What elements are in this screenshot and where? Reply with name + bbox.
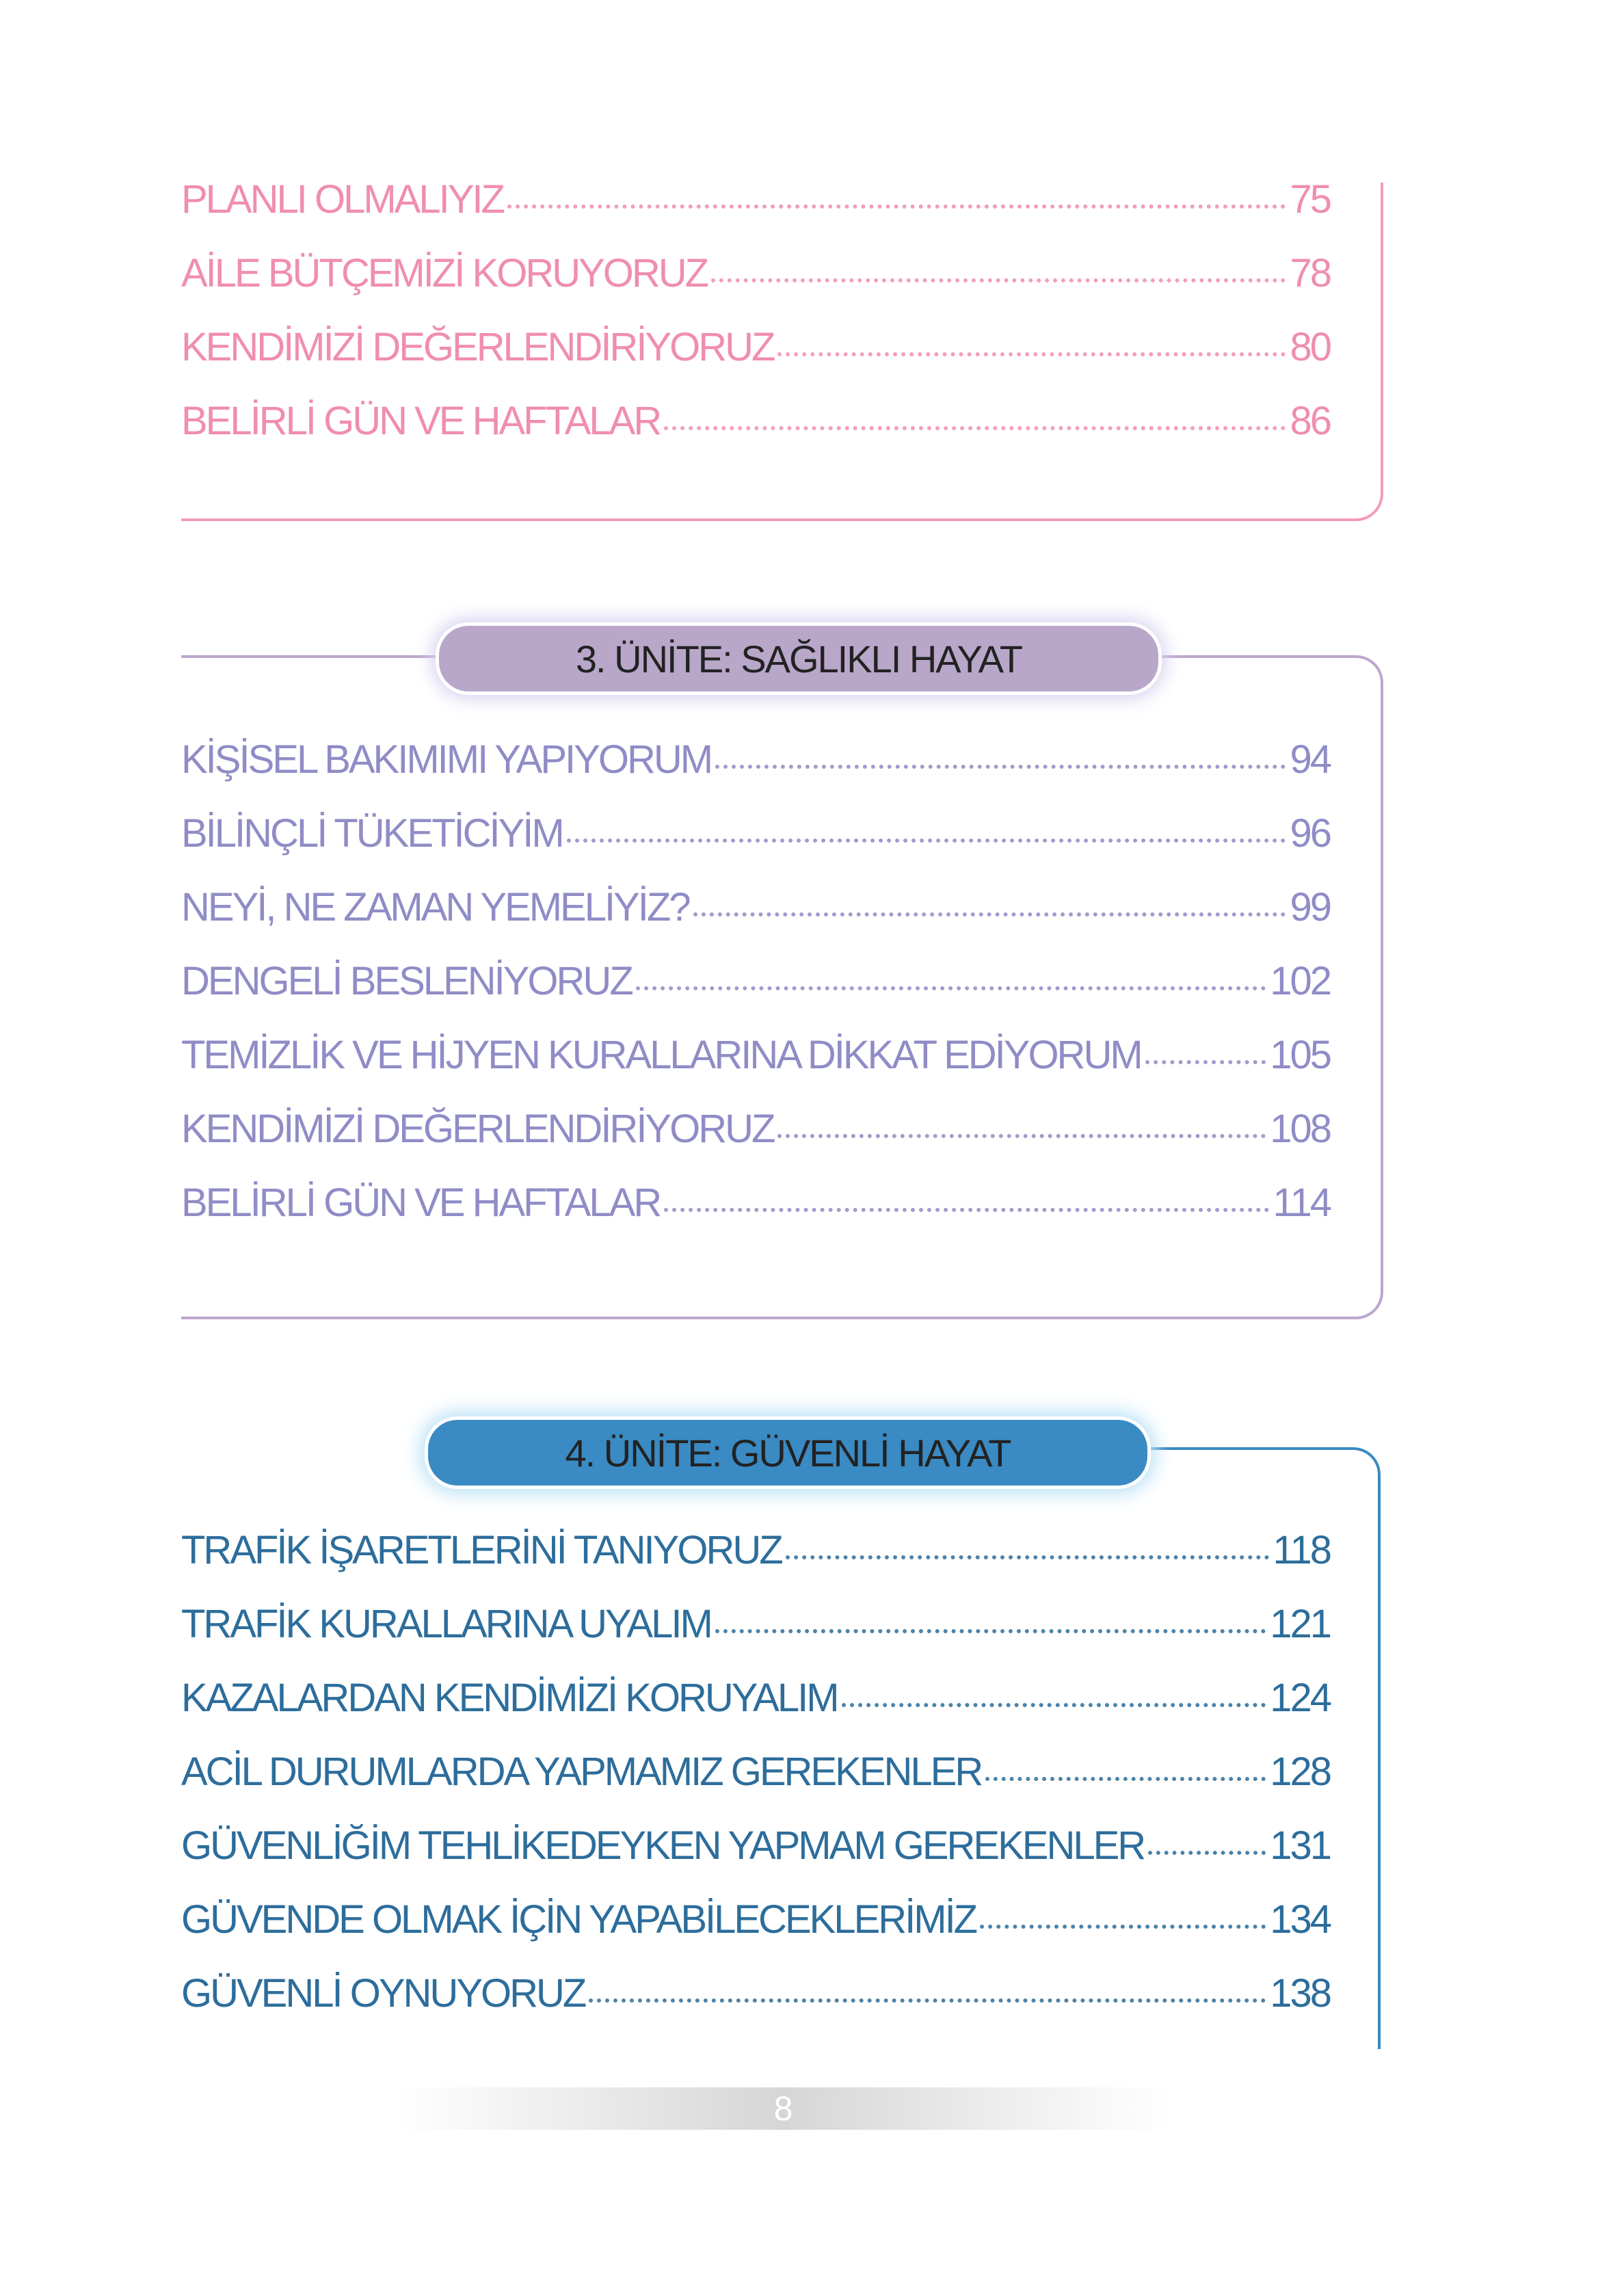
unit-4-heading: 4. ÜNİTE: GÜVENLİ HAYAT: [425, 1416, 1151, 1489]
unit-3-heading: 3. ÜNİTE: SAĞLIKLI HAYAT: [436, 622, 1162, 695]
toc-entry-title: KAZALARDAN KENDİMİZİ KORUYALIM: [181, 1676, 838, 1720]
page-number-bar: [399, 2087, 1168, 2130]
toc-list-unit-4: [181, 1527, 1330, 2044]
toc-entry[interactable]: [181, 1823, 1330, 1897]
toc-entry-title: PLANLI OLMALIYIZ: [181, 177, 503, 222]
toc-entry[interactable]: [181, 176, 1330, 250]
dot-leader: [589, 1998, 1266, 2003]
toc-entry-page: 121: [1270, 1602, 1330, 1646]
toc-entry-page: 114: [1273, 1180, 1330, 1225]
toc-entry[interactable]: [181, 1601, 1330, 1675]
toc-entry-title: ACİL DURUMLARDA YAPMAMIZ GEREKENLER: [181, 1750, 982, 1794]
dot-leader: [777, 352, 1286, 356]
dot-leader: [636, 986, 1266, 990]
toc-entry-title: TRAFİK KURALLARINA UYALIM: [181, 1602, 711, 1646]
toc-entry-page: 105: [1270, 1033, 1330, 1077]
dot-leader: [786, 1555, 1269, 1559]
toc-entry-page: 99: [1290, 885, 1330, 929]
toc-entry-title: BİLİNÇLİ TÜKETİCİYİM: [181, 811, 563, 856]
toc-entry-title: TEMİZLİK VE HİJYEN KURALLARINA DİKKAT EDİYORUM: [181, 1033, 1141, 1077]
dot-leader: [664, 426, 1286, 430]
toc-entry-title: TRAFİK İŞARETLERİNİ TANIYORUZ: [181, 1528, 782, 1572]
toc-entry[interactable]: [181, 810, 1330, 884]
toc-entry-title: NEYİ, NE ZAMAN YEMELİYİZ?: [181, 885, 689, 929]
toc-entry[interactable]: [181, 1180, 1330, 1254]
toc-entry-title: KENDİMİZİ DEĞERLENDİRİYORUZ: [181, 1107, 774, 1151]
toc-entry-page: 138: [1270, 1971, 1330, 2016]
toc-entry[interactable]: [181, 398, 1330, 472]
toc-list-unit-2: [181, 176, 1330, 472]
toc-entry-page: 128: [1270, 1750, 1330, 1794]
toc-entry[interactable]: [181, 1106, 1330, 1180]
toc-entry-title: GÜVENDE OLMAK İÇİN YAPABİLECEKLERİMİZ: [181, 1897, 976, 1942]
toc-entry-page: 131: [1270, 1823, 1330, 1868]
dot-leader: [715, 765, 1286, 769]
toc-entry[interactable]: [181, 324, 1330, 398]
toc-entry-page: 124: [1270, 1676, 1330, 1720]
toc-entry-title: DENGELİ BESLENİYORUZ: [181, 959, 632, 1003]
toc-entry[interactable]: [181, 250, 1330, 324]
toc-entry-title: GÜVENLİ OYNUYORUZ: [181, 1971, 585, 2016]
toc-entry[interactable]: [181, 1749, 1330, 1823]
dot-leader: [842, 1703, 1266, 1707]
toc-entry[interactable]: [181, 958, 1330, 1032]
dot-leader: [507, 204, 1286, 209]
toc-entry-title: AİLE BÜTÇEMİZİ KORUYORUZ: [181, 251, 708, 295]
dot-leader: [777, 1134, 1266, 1138]
toc-entry-page: 96: [1290, 811, 1330, 856]
toc-list-unit-3: [181, 737, 1330, 1254]
toc-entry[interactable]: [181, 1897, 1330, 1970]
toc-entry-page: 108: [1270, 1107, 1330, 1151]
toc-entry-title: KİŞİSEL BAKIMIMI YAPIYORUM: [181, 737, 712, 782]
toc-entry[interactable]: [181, 884, 1330, 958]
toc-entry-page: 94: [1290, 737, 1330, 782]
dot-leader: [664, 1208, 1268, 1212]
dot-leader: [1148, 1851, 1266, 1855]
page-number: 8: [773, 2089, 793, 2128]
toc-entry[interactable]: [181, 1527, 1330, 1601]
toc-entry-title: KENDİMİZİ DEĞERLENDİRİYORUZ: [181, 325, 774, 369]
dot-leader: [567, 839, 1286, 843]
toc-entry[interactable]: [181, 1032, 1330, 1106]
dot-leader: [1145, 1060, 1266, 1064]
toc-entry[interactable]: [181, 1675, 1330, 1749]
toc-entry-page: 118: [1273, 1528, 1330, 1572]
dot-leader: [980, 1925, 1266, 1929]
toc-entry-page: 80: [1290, 325, 1330, 369]
toc-entry-page: 78: [1290, 251, 1330, 295]
dot-leader: [711, 278, 1286, 282]
dot-leader: [693, 912, 1286, 916]
toc-entry-title: GÜVENLİĞİM TEHLİKEDEYKEN YAPMAM GEREKENLER: [181, 1823, 1145, 1868]
dot-leader: [985, 1777, 1266, 1781]
toc-entry-page: 75: [1290, 177, 1330, 222]
toc-entry-page: 102: [1270, 959, 1330, 1003]
dot-leader: [715, 1629, 1266, 1633]
toc-entry[interactable]: [181, 737, 1330, 810]
toc-entry-page: 86: [1290, 399, 1330, 443]
toc-entry-page: 134: [1270, 1897, 1330, 1942]
toc-entry[interactable]: [181, 1970, 1330, 2044]
toc-entry-title: BELİRLİ GÜN VE HAFTALAR: [181, 1180, 661, 1225]
toc-entry-title: BELİRLİ GÜN VE HAFTALAR: [181, 399, 661, 443]
